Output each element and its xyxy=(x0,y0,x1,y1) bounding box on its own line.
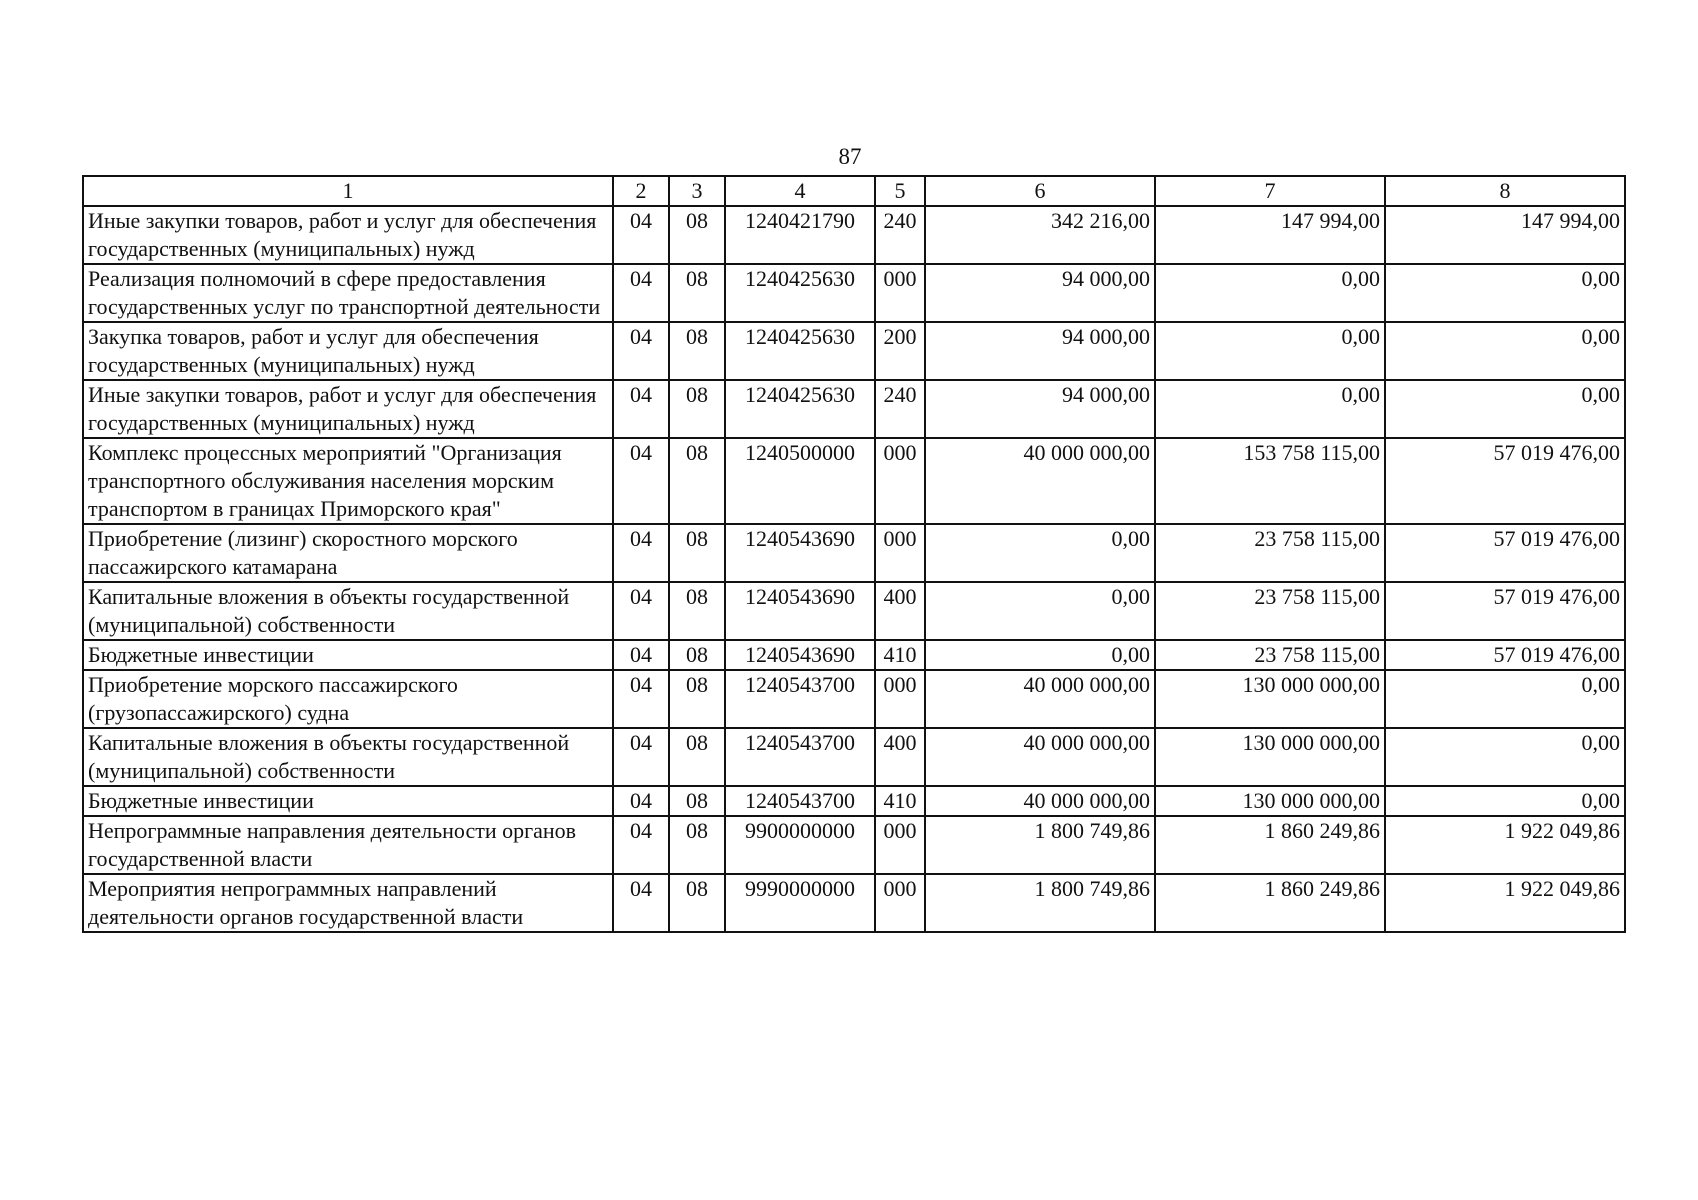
expense-type-code: 000 xyxy=(875,438,925,524)
target-article-code: 1240543700 xyxy=(725,728,875,786)
column-header: 4 xyxy=(725,176,875,206)
amount-cell: 0,00 xyxy=(1155,380,1385,438)
item-name: Непрограммные направления деятельности органов государственной власти xyxy=(83,816,613,874)
amount-cell: 130 000 000,00 xyxy=(1155,670,1385,728)
item-name: Иные закупки товаров, работ и услуг для обеспечения государственных (муниципальных) нужд xyxy=(83,380,613,438)
expense-type-code: 400 xyxy=(875,728,925,786)
subsection-code: 08 xyxy=(669,524,725,582)
target-article-code: 1240425630 xyxy=(725,322,875,380)
amount-cell: 130 000 000,00 xyxy=(1155,728,1385,786)
subsection-code: 08 xyxy=(669,206,725,264)
amount-cell: 23 758 115,00 xyxy=(1155,524,1385,582)
amount-cell: 94 000,00 xyxy=(925,322,1155,380)
table-row xyxy=(83,582,1625,640)
header-row xyxy=(83,176,1625,206)
item-name: Приобретение (лизинг) скоростного морского пассажирского катамарана xyxy=(83,524,613,582)
table-body xyxy=(83,206,1625,932)
item-name: Иные закупки товаров, работ и услуг для обеспечения государственных (муниципальных) нужд xyxy=(83,206,613,264)
target-article-code: 1240421790 xyxy=(725,206,875,264)
amount-cell: 57 019 476,00 xyxy=(1385,640,1625,670)
column-header: 2 xyxy=(613,176,669,206)
amount-cell: 0,00 xyxy=(1385,264,1625,322)
amount-cell: 0,00 xyxy=(1155,322,1385,380)
section-code: 04 xyxy=(613,728,669,786)
subsection-code: 08 xyxy=(669,322,725,380)
amount-cell: 0,00 xyxy=(1385,786,1625,816)
amount-cell: 23 758 115,00 xyxy=(1155,582,1385,640)
expense-type-code: 410 xyxy=(875,786,925,816)
target-article-code: 9900000000 xyxy=(725,816,875,874)
amount-cell: 23 758 115,00 xyxy=(1155,640,1385,670)
section-code: 04 xyxy=(613,640,669,670)
amount-cell: 0,00 xyxy=(1385,322,1625,380)
amount-cell: 1 922 049,86 xyxy=(1385,816,1625,874)
subsection-code: 08 xyxy=(669,264,725,322)
subsection-code: 08 xyxy=(669,582,725,640)
section-code: 04 xyxy=(613,438,669,524)
table-row xyxy=(83,322,1625,380)
amount-cell: 147 994,00 xyxy=(1155,206,1385,264)
section-code: 04 xyxy=(613,380,669,438)
subsection-code: 08 xyxy=(669,728,725,786)
section-code: 04 xyxy=(613,264,669,322)
amount-cell: 0,00 xyxy=(925,524,1155,582)
section-code: 04 xyxy=(613,322,669,380)
expense-type-code: 400 xyxy=(875,582,925,640)
column-header: 1 xyxy=(83,176,613,206)
column-header: 7 xyxy=(1155,176,1385,206)
amount-cell: 130 000 000,00 xyxy=(1155,786,1385,816)
column-header: 8 xyxy=(1385,176,1625,206)
subsection-code: 08 xyxy=(669,438,725,524)
section-code: 04 xyxy=(613,524,669,582)
target-article-code: 9990000000 xyxy=(725,874,875,932)
item-name: Мероприятия непрограммных направлений деятельности органов государственной власти xyxy=(83,874,613,932)
table-row xyxy=(83,380,1625,438)
target-article-code: 1240543690 xyxy=(725,582,875,640)
column-header: 5 xyxy=(875,176,925,206)
item-name: Закупка товаров, работ и услуг для обеспечения государственных (муниципальных) нужд xyxy=(83,322,613,380)
item-name: Приобретение морского пассажирского (грузопассажирского) судна xyxy=(83,670,613,728)
table-row xyxy=(83,874,1625,932)
subsection-code: 08 xyxy=(669,640,725,670)
expense-type-code: 000 xyxy=(875,264,925,322)
target-article-code: 1240425630 xyxy=(725,264,875,322)
amount-cell: 94 000,00 xyxy=(925,380,1155,438)
table-row xyxy=(83,670,1625,728)
amount-cell: 57 019 476,00 xyxy=(1385,582,1625,640)
table-row xyxy=(83,728,1625,786)
section-code: 04 xyxy=(613,874,669,932)
amount-cell: 1 860 249,86 xyxy=(1155,874,1385,932)
expense-type-code: 000 xyxy=(875,524,925,582)
item-name: Реализация полномочий в сфере предоставления государственных услуг по транспортной деятельности xyxy=(83,264,613,322)
budget-table xyxy=(82,175,1626,933)
target-article-code: 1240543690 xyxy=(725,524,875,582)
expense-type-code: 000 xyxy=(875,670,925,728)
table-row xyxy=(83,524,1625,582)
item-name: Бюджетные инвестиции xyxy=(83,640,613,670)
target-article-code: 1240543700 xyxy=(725,786,875,816)
section-code: 04 xyxy=(613,206,669,264)
amount-cell: 0,00 xyxy=(1155,264,1385,322)
item-name: Капитальные вложения в объекты государственной (муниципальной) собственности xyxy=(83,728,613,786)
amount-cell: 1 922 049,86 xyxy=(1385,874,1625,932)
amount-cell: 40 000 000,00 xyxy=(925,786,1155,816)
table-row xyxy=(83,438,1625,524)
amount-cell: 0,00 xyxy=(925,640,1155,670)
amount-cell: 1 800 749,86 xyxy=(925,874,1155,932)
expense-type-code: 000 xyxy=(875,874,925,932)
expense-type-code: 000 xyxy=(875,816,925,874)
table-row xyxy=(83,816,1625,874)
table-row xyxy=(83,206,1625,264)
section-code: 04 xyxy=(613,582,669,640)
subsection-code: 08 xyxy=(669,816,725,874)
amount-cell: 147 994,00 xyxy=(1385,206,1625,264)
expense-type-code: 410 xyxy=(875,640,925,670)
item-name: Бюджетные инвестиции xyxy=(83,786,613,816)
subsection-code: 08 xyxy=(669,380,725,438)
item-name: Комплекс процессных мероприятий "Организация транспортного обслуживания населения морским транспортом в границах Приморского края" xyxy=(83,438,613,524)
subsection-code: 08 xyxy=(669,786,725,816)
subsection-code: 08 xyxy=(669,874,725,932)
item-name: Капитальные вложения в объекты государственной (муниципальной) собственности xyxy=(83,582,613,640)
amount-cell: 153 758 115,00 xyxy=(1155,438,1385,524)
amount-cell: 1 860 249,86 xyxy=(1155,816,1385,874)
amount-cell: 57 019 476,00 xyxy=(1385,438,1625,524)
section-code: 04 xyxy=(613,670,669,728)
amount-cell: 1 800 749,86 xyxy=(925,816,1155,874)
amount-cell: 0,00 xyxy=(1385,380,1625,438)
expense-type-code: 200 xyxy=(875,322,925,380)
section-code: 04 xyxy=(613,816,669,874)
amount-cell: 40 000 000,00 xyxy=(925,728,1155,786)
expense-type-code: 240 xyxy=(875,206,925,264)
table-row xyxy=(83,264,1625,322)
amount-cell: 0,00 xyxy=(1385,728,1625,786)
subsection-code: 08 xyxy=(669,670,725,728)
expense-type-code: 240 xyxy=(875,380,925,438)
target-article-code: 1240543690 xyxy=(725,640,875,670)
column-header: 3 xyxy=(669,176,725,206)
table-row xyxy=(83,786,1625,816)
target-article-code: 1240425630 xyxy=(725,380,875,438)
target-article-code: 1240500000 xyxy=(725,438,875,524)
table-row xyxy=(83,640,1625,670)
page-number: 87 xyxy=(838,144,862,169)
column-header: 6 xyxy=(925,176,1155,206)
amount-cell: 0,00 xyxy=(925,582,1155,640)
amount-cell: 40 000 000,00 xyxy=(925,438,1155,524)
amount-cell: 0,00 xyxy=(1385,670,1625,728)
amount-cell: 94 000,00 xyxy=(925,264,1155,322)
target-article-code: 1240543700 xyxy=(725,670,875,728)
amount-cell: 342 216,00 xyxy=(925,206,1155,264)
amount-cell: 40 000 000,00 xyxy=(925,670,1155,728)
section-code: 04 xyxy=(613,786,669,816)
amount-cell: 57 019 476,00 xyxy=(1385,524,1625,582)
